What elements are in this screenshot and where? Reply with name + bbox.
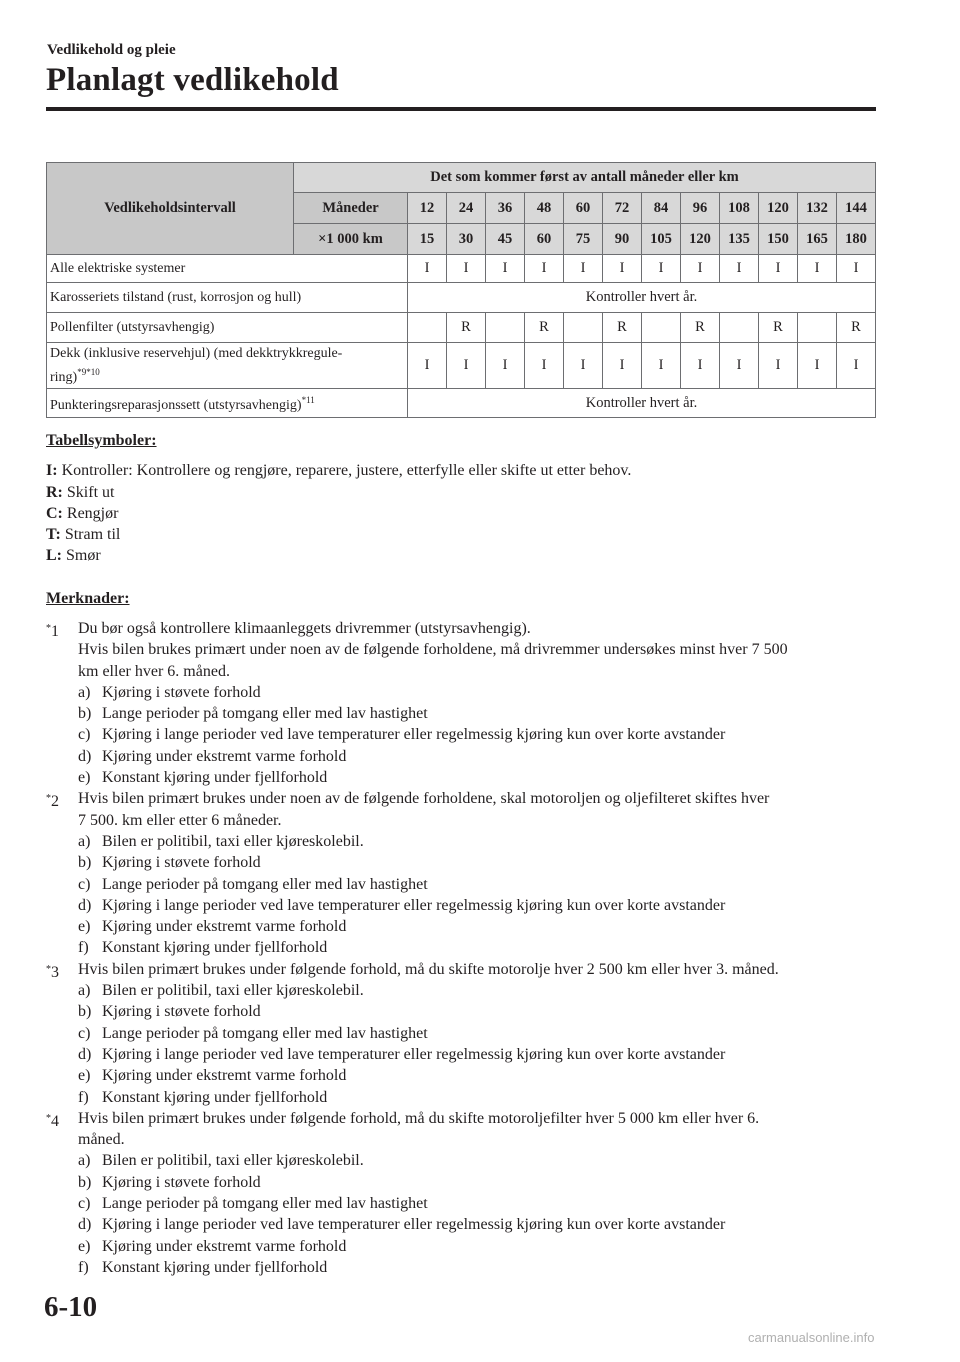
- note-sub-item: d) Kjøring i lange perioder ved lave temperaturer eller regelmessig kjøring kun over korte avstander: [78, 1216, 726, 1234]
- note-marker: *4: [46, 1112, 59, 1130]
- km-cell: 90: [603, 224, 642, 255]
- table-cell: I: [720, 255, 759, 283]
- note-sub-item: c) Lange perioder på tomgang eller med lav hastighet: [78, 1195, 428, 1213]
- span-header: Det som kommer først av antall måneder eller km: [294, 163, 876, 193]
- note-item: [46, 959, 886, 1108]
- symbol-text: Kontroller: Kontrollere og rengjøre, reparere, justere, etterfylle eller skifte ut etter behov.: [61, 462, 632, 480]
- table-cell: R: [603, 313, 642, 343]
- month-cell: 72: [603, 193, 642, 224]
- month-cell: 48: [525, 193, 564, 224]
- title-rule: [46, 107, 876, 111]
- symbols-section: [46, 430, 886, 567]
- symbol-text: Stram til: [64, 526, 121, 544]
- symbol-item: [46, 460, 886, 481]
- note-text: 7 500. km eller etter 6 måneder.: [78, 811, 282, 829]
- notes-section: [46, 590, 886, 1278]
- km-cell: 135: [720, 224, 759, 255]
- month-cell: 24: [447, 193, 486, 224]
- table-cell: R: [681, 313, 720, 343]
- table-cell: [720, 313, 759, 343]
- note-sub-item: b) Kjøring i støvete forhold: [78, 1173, 261, 1191]
- note-sub-item: e) Kjøring under ekstremt varme forhold: [78, 1067, 347, 1085]
- table-cell: I: [447, 255, 486, 283]
- symbol-item: [46, 482, 886, 503]
- note-text: Hvis bilen primært brukes under følgende forhold, må du skifte motoroljefilter hver 5 000 km eller hver 6.: [78, 1109, 760, 1127]
- symbol-key: L:: [46, 547, 62, 565]
- table-row: [47, 255, 876, 283]
- symbol-key: R:: [46, 483, 63, 501]
- symbol-item: [46, 524, 886, 545]
- note-sub-item: c) Kjøring i lange perioder ved lave temperaturer eller regelmessig kjøring kun over korte avstander: [78, 726, 726, 744]
- symbol-text: Rengjør: [66, 504, 119, 522]
- note-marker: *1: [46, 623, 59, 640]
- symbol-key: T:: [46, 526, 61, 544]
- symbol-text: Skift ut: [66, 483, 115, 501]
- km-label: ×1 000 km: [294, 224, 408, 255]
- km-cell: 180: [837, 224, 876, 255]
- note-text: Hvis bilen primært brukes under noen av de følgende forholdene, skal motoroljen og oljefilteret skiftes hver: [78, 790, 770, 808]
- table-cell: I: [642, 343, 681, 389]
- km-cell: 60: [525, 224, 564, 255]
- row-label: Dekk (inklusive reservehjul) (med dekktrykkregule- ring)$^{*9*10}$: [47, 343, 408, 389]
- table-cell: I: [564, 255, 603, 283]
- note-sub-item: a) Bilen er politibil, taxi eller kjøreskolebil.: [78, 832, 364, 850]
- km-cell: 30: [447, 224, 486, 255]
- month-cell: 36: [486, 193, 525, 224]
- symbol-list: [46, 460, 886, 566]
- table-cell: I: [681, 343, 720, 389]
- table-cell: I: [759, 255, 798, 283]
- row-span-text: Kontroller hvert år.: [408, 283, 876, 313]
- table-cell: I: [603, 343, 642, 389]
- table-cell: I: [525, 343, 564, 389]
- symbols-heading: Tabellsymboler:: [46, 432, 157, 449]
- note-sub-item: d) Kjøring i lange perioder ved lave temperaturer eller regelmessig kjøring kun over korte avstander: [78, 1045, 726, 1063]
- note-sub-item: b) Lange perioder på tomgang eller med lav hastighet: [78, 705, 428, 723]
- table-row: [47, 283, 876, 313]
- month-cell: 84: [642, 193, 681, 224]
- table-cell: R: [759, 313, 798, 343]
- table-cell: I: [564, 343, 603, 389]
- table-cell: I: [642, 255, 681, 283]
- symbol-key: I:: [46, 462, 58, 480]
- month-cell: 120: [759, 193, 798, 224]
- note-sub-item: e) Kjøring under ekstremt varme forhold: [78, 1237, 347, 1255]
- table-cell: I: [837, 255, 876, 283]
- symbol-item: [46, 545, 886, 566]
- note-marker: *2: [46, 793, 59, 811]
- table-cell: I: [798, 343, 837, 389]
- note-text: Du bør også kontrollere klimaanleggets drivremmer (utstyrsavhengig).: [78, 620, 531, 637]
- note-sub-item: e) Konstant kjøring under fjellforhold: [78, 769, 328, 787]
- km-cell: 120: [681, 224, 720, 255]
- table-row: [47, 389, 876, 418]
- km-cell: 15: [408, 224, 447, 255]
- table-cell: I: [681, 255, 720, 283]
- note-sub-item: a) Bilen er politibil, taxi eller kjøreskolebil.: [78, 982, 364, 1000]
- note-sub-item: f) Konstant kjøring under fjellforhold: [78, 939, 328, 957]
- note-sub-item: a) Kjøring i støvete forhold: [78, 683, 261, 701]
- km-cell: 75: [564, 224, 603, 255]
- table-cell: I: [486, 255, 525, 283]
- symbol-text: Smør: [66, 547, 101, 565]
- table-cell: [564, 313, 603, 343]
- table-row: [47, 343, 876, 389]
- note-sub-item: b) Kjøring i støvete forhold: [78, 854, 261, 872]
- table-cell: I: [408, 343, 447, 389]
- notes-heading: Merknader:: [46, 590, 130, 607]
- note-item: [46, 618, 886, 788]
- km-cell: 45: [486, 224, 525, 255]
- table-cell: R: [447, 313, 486, 343]
- table-cell: I: [525, 255, 564, 283]
- month-cell: 12: [408, 193, 447, 224]
- table-cell: [798, 313, 837, 343]
- km-cell: 165: [798, 224, 837, 255]
- month-cell: 60: [564, 193, 603, 224]
- note-sub-item: e) Kjøring under ekstremt varme forhold: [78, 918, 347, 936]
- months-label: Måneder: [294, 193, 408, 224]
- table-cell: [408, 313, 447, 343]
- note-sub-item: a) Bilen er politibil, taxi eller kjøreskolebil.: [78, 1152, 364, 1170]
- table-cell: I: [486, 343, 525, 389]
- table-cell: I: [759, 343, 798, 389]
- row-label: Alle elektriske systemer: [47, 255, 408, 283]
- interval-header: Vedlikeholdsintervall: [47, 163, 294, 255]
- table-cell: I: [837, 343, 876, 389]
- page-title: Planlagt vedlikehold: [46, 62, 339, 98]
- note-sub-item: b) Kjøring i støvete forhold: [78, 1003, 261, 1021]
- note-sub-item: c) Lange perioder på tomgang eller med lav hastighet: [78, 875, 428, 893]
- table-cell: [642, 313, 681, 343]
- note-item: [46, 788, 886, 958]
- symbol-key: C:: [46, 504, 63, 522]
- row-label: Punkteringsreparasjonssett (utstyrsavhengig)$^{*11}$: [47, 389, 408, 418]
- note-list: [46, 618, 886, 1278]
- month-cell: 108: [720, 193, 759, 224]
- month-cell: 144: [837, 193, 876, 224]
- table-row: [47, 313, 876, 343]
- row-span-text: Kontroller hvert år.: [408, 389, 876, 418]
- km-cell: 105: [642, 224, 681, 255]
- table-cell: R: [525, 313, 564, 343]
- table-cell: I: [447, 343, 486, 389]
- note-sub-item: c) Lange perioder på tomgang eller med lav hastighet: [78, 1024, 428, 1042]
- note-sub-item: d) Kjøring i lange perioder ved lave temperaturer eller regelmessig kjøring kun over korte avstander: [78, 896, 726, 914]
- note-text: Hvis bilen brukes primært under noen av de følgende forholdene, må drivremmer undersøkes minst hver 7 500: [78, 641, 788, 659]
- row-label: Karosseriets tilstand (rust, korrosjon og hull): [47, 283, 408, 313]
- table-cell: [486, 313, 525, 343]
- note-marker: *3: [46, 963, 59, 981]
- row-label: Pollenfilter (utstyrsavhengig): [47, 313, 408, 343]
- table-cell: I: [798, 255, 837, 283]
- month-cell: 96: [681, 193, 720, 224]
- note-sub-item: d) Kjøring under ekstremt varme forhold: [78, 747, 347, 765]
- note-text: km eller hver 6. måned.: [78, 662, 230, 680]
- table-cell: R: [837, 313, 876, 343]
- maintenance-table: [46, 162, 876, 418]
- table-cell: I: [720, 343, 759, 389]
- km-cell: 150: [759, 224, 798, 255]
- note-text: måned.: [78, 1131, 125, 1149]
- table-cell: I: [603, 255, 642, 283]
- note-sub-item: f) Konstant kjøring under fjellforhold: [78, 1088, 328, 1106]
- table-cell: I: [408, 255, 447, 283]
- symbol-item: [46, 503, 886, 524]
- month-cell: 132: [798, 193, 837, 224]
- watermark: carmanualsonline.info: [748, 1330, 875, 1345]
- note-item: [46, 1108, 886, 1278]
- note-sub-item: f) Konstant kjøring under fjellforhold: [78, 1258, 328, 1276]
- page-number: 6-10: [44, 1291, 98, 1323]
- section-label: Vedlikehold og pleie: [47, 42, 176, 58]
- note-text: Hvis bilen primært brukes under følgende forhold, må du skifte motorolje hver 2 500 km eller hver 3. måned.: [78, 960, 779, 978]
